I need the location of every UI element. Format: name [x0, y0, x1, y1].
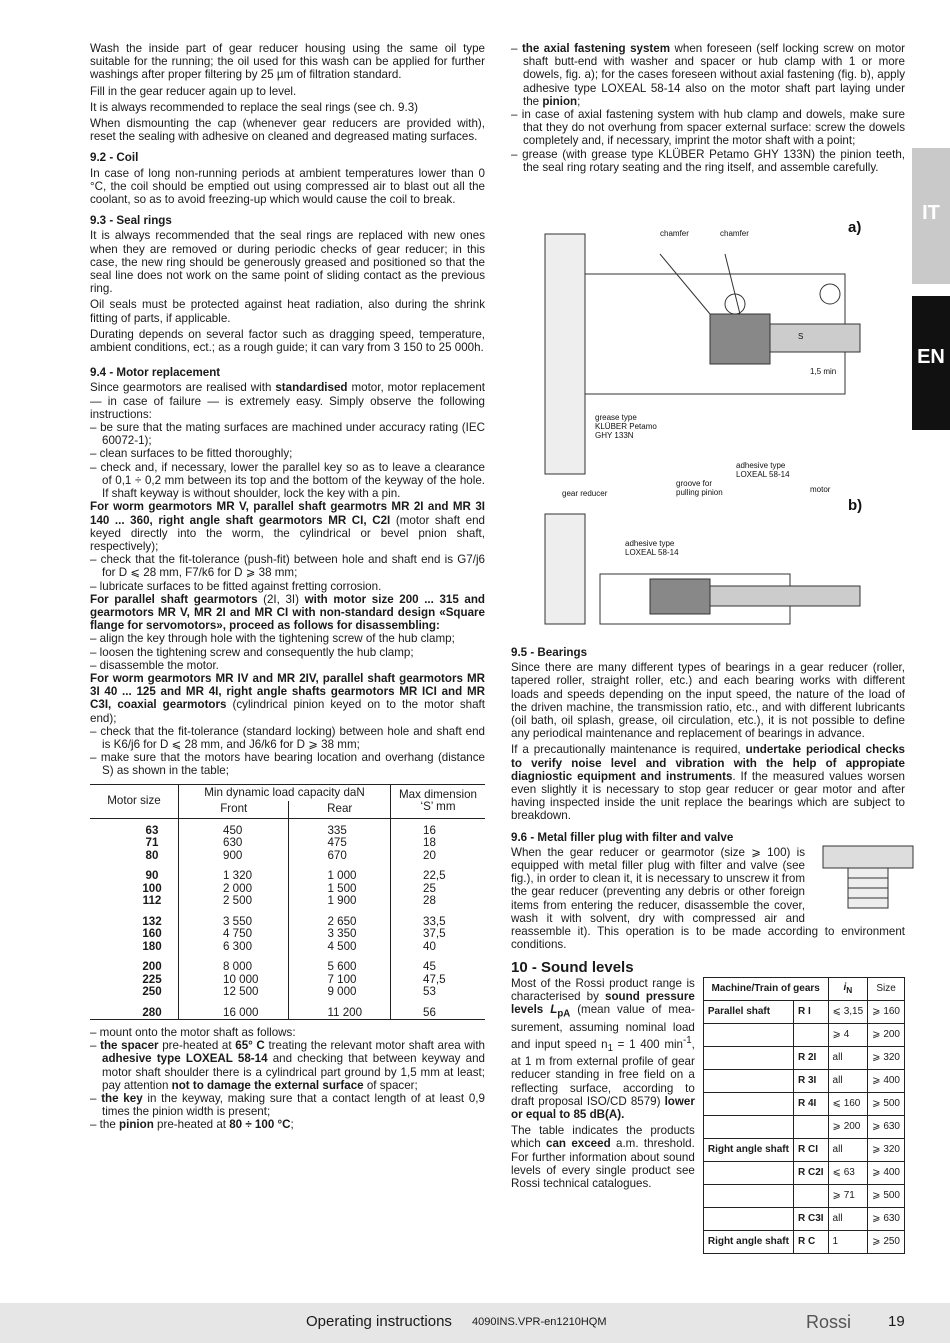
col-header-front: Front — [179, 801, 289, 818]
table-cell: 18 — [423, 836, 436, 850]
fig-label: adhesive type — [736, 461, 786, 470]
list-item: – the spacer pre-heated at 65° C treating the relevant motor shaft area with adhesive type LOXEAL 58-14 and checking that between keyway and motor shaft shoulder there is a cylindrical part ground by 1,5 mm at least; pay attention not to damage the external surface of spacer; — [90, 1039, 485, 1092]
list-item: – the key in the keyway, making sure that a contact length of at least 0,9 times the pinion width is present; — [90, 1092, 485, 1119]
paragraph: It is always recommended that the seal rings are replaced with new ones when they are removed or during periodic checks of gear reducer; in this case, the new ring should be generously greased and positioned so that the seal line does not work on the same point of sliding contact as the previous ring. — [90, 229, 485, 296]
table-cell: 112 — [90, 895, 179, 908]
col-header-rear: Rear — [289, 801, 391, 818]
table-cell: Right angle shaft — [703, 1138, 793, 1161]
page-footer — [0, 1303, 950, 1343]
table-cell: 3 550 — [179, 908, 289, 929]
table-row — [703, 1138, 904, 1161]
list-item: – be sure that the mating surfaces are machined under accuracy rating (IEC 60072-1); — [90, 421, 485, 448]
footer-title: Operating instructions — [306, 1313, 452, 1330]
spacer-a — [710, 314, 770, 364]
paragraph: For parallel shaft gearmotors (2I, 3I) with motor size 200 ... 315 and gearmotors MR V, MR 2I and MR CI with non-standard design «Square flange for servomotors», proceed as follows for disassembling: — [90, 592, 486, 633]
table-row — [90, 941, 485, 954]
motor-table — [90, 784, 485, 1021]
table-cell: R C3I — [793, 1207, 828, 1230]
table-row — [703, 1000, 904, 1023]
table-cell: 225 — [90, 974, 179, 987]
table-cell: ⩾ 71 — [828, 1184, 868, 1207]
table-cell: Right angle shaft — [703, 1230, 793, 1253]
table-cell: 280 — [90, 999, 179, 1020]
table-cell — [793, 1023, 828, 1046]
table-cell — [703, 1207, 793, 1230]
section-heading-9-5: 9.5 - Bearings — [511, 646, 588, 659]
footer-code: 4090INS.VPR-en1210HQM — [472, 1316, 607, 1328]
table-cell: 80 — [90, 850, 179, 863]
filler-plug-figure — [818, 838, 918, 918]
col-header-load: Min dynamic load capacity daN — [179, 784, 391, 801]
table-cell: 6 300 — [179, 941, 289, 954]
table-cell: 1 500 — [289, 883, 391, 896]
table-cell — [703, 1115, 793, 1138]
table-cell: ⩽ 63 — [828, 1161, 868, 1184]
list-item: – make sure that the motors have bearing location and overhang (distance S) as shown in the table; — [90, 751, 485, 778]
table-row — [703, 1161, 904, 1184]
right-column — [511, 42, 905, 174]
table-cell: 3 350 — [289, 928, 391, 941]
table-cell: 28 — [423, 894, 436, 908]
fig-label: pulling pinion — [676, 488, 723, 497]
fig-b-label: b) — [848, 497, 863, 514]
table-row — [703, 1184, 904, 1207]
table-cell: 180 — [90, 941, 179, 954]
table-cell: 670 — [289, 850, 391, 863]
section-heading-9-3: 9.3 - Seal rings — [90, 214, 172, 228]
table-row — [90, 928, 485, 941]
table-cell: ⩾ 400 — [868, 1069, 905, 1092]
fig-label: gear reducer — [562, 489, 608, 498]
leader-line — [660, 254, 710, 314]
table-cell: 12 500 — [179, 986, 289, 999]
table-cell: 10 000 — [179, 974, 289, 987]
table-cell: ⩾ 200 — [828, 1115, 868, 1138]
list-item: – check that the fit-tolerance (push-fit) between hole and shaft end is G7/j6 for D ⩽ 28 mm, F7/k6 for D ⩾ 38 mm; — [90, 553, 485, 580]
left-column — [90, 42, 485, 1132]
table-cell: 16 — [391, 818, 486, 837]
table-cell: ⩽ 160 — [828, 1092, 868, 1115]
table-cell — [793, 1115, 828, 1138]
list-item: – mount onto the motor shaft as follows: — [90, 1026, 296, 1040]
bearing-ball — [725, 294, 745, 314]
table-cell — [703, 1161, 793, 1184]
fig-label: LOXEAL 58-14 — [736, 470, 790, 479]
paragraph: Fill in the gear reducer again up to level. — [90, 84, 297, 98]
table-cell: 630 — [179, 837, 289, 850]
tab-en-label: EN — [917, 346, 945, 368]
housing-wall-a — [545, 234, 585, 474]
list-item: – loosen the tightening screw and consequently the hub clamp; — [90, 645, 414, 659]
fig-label: S — [798, 332, 804, 341]
table-cell: 2 000 — [179, 883, 289, 896]
col-header-max: Max dimension ‘S’ mm — [399, 787, 477, 814]
table-cell: ⩾ 500 — [868, 1092, 905, 1115]
table-cell: 25 — [423, 881, 436, 895]
leader-line — [725, 254, 740, 314]
section-heading-9-4: 9.4 - Motor replacement — [90, 366, 221, 380]
table-cell: 47,5 — [423, 972, 446, 986]
table-cell — [703, 1046, 793, 1069]
tab-it-label: IT — [922, 202, 940, 224]
table-row — [90, 850, 485, 863]
paragraph: Oil seals must be protected against heat radiation, also during the shrink fitting of parts, if applicable. — [90, 298, 485, 325]
table-cell: 33,5 — [423, 914, 446, 928]
list-item: – check and, if necessary, lower the parallel key so as to leave a clearance of 0,1 ÷ 0,2 mm between its top and the bottom of the keyway of the hole. If shaft keyway is without shoulder, lock the key with a pin. — [90, 460, 485, 501]
list-item: – align the key through hole with the tightening screw of the hub clamp; — [90, 632, 455, 646]
paragraph: When dismounting the cap (whenever gear reducers are provided with), reset the sealing with adhesive on cleaned and degreased mating surfaces. — [90, 117, 485, 144]
spacer-b — [650, 579, 710, 614]
col-header-motor: Motor size — [90, 784, 179, 818]
col-header-ratio: $i_N$ — [828, 977, 868, 1000]
table-row — [703, 1092, 904, 1115]
table-cell: 16 000 — [179, 999, 289, 1020]
motor-table-body — [90, 818, 485, 1020]
paragraph: Wash the inside part of gear reducer housing using the same oil type suitable for the running; the oil used for this wash can be applied for further washings after proper filtering by 25 µm of filtration standard. — [90, 42, 485, 82]
sound-table-body — [703, 1000, 904, 1253]
table-cell — [703, 1023, 793, 1046]
table-cell: R 4I — [793, 1092, 828, 1115]
fig-a-label: a) — [848, 219, 862, 236]
table-row — [90, 818, 485, 837]
section-heading-9-2: 9.2 - Coil — [90, 151, 139, 165]
table-row — [703, 1115, 904, 1138]
fig-label: grease type — [595, 413, 637, 422]
table-cell: 40 — [423, 939, 436, 953]
table-cell: R 2I — [793, 1046, 828, 1069]
fig-label: chamfer — [720, 229, 749, 238]
table-cell: 90 — [90, 862, 179, 883]
table-cell: 100 — [90, 883, 179, 896]
fig-label: 1,5 min — [810, 367, 837, 376]
table-cell: 160 — [90, 928, 179, 941]
table-row — [90, 837, 485, 850]
table-cell: 45 — [423, 960, 436, 974]
table-cell: 2 500 — [179, 895, 289, 908]
fig-label: LOXEAL 58-14 — [625, 548, 679, 557]
paragraph: When the gear reducer or gearmotor (size ⩾ 100) is equipped with metal filler plug with filter and valve (see fig.), in order to clean it, it is necessary to unscrew it from the gear reducer (preventing any debris or other foreign items from entering the reducer, disassemble the cover, wash it with solvent, dry with compressed air and reassemble it). This operation is to be made according to environment conditions. — [511, 845, 905, 952]
table-cell: 20 — [423, 848, 436, 862]
table-cell: all — [828, 1069, 868, 1092]
table-row — [90, 908, 485, 929]
table-cell: ⩾ 320 — [868, 1046, 905, 1069]
list-item: – disassemble the motor. — [90, 658, 219, 672]
paragraph: Since there are many different types of bearings in a gear reducer (roller, tapered roller, straight roller, etc.) and each bearing works with different loads and speeds depending on the input speed, the nature of the load of the driven machine, the transmission ratio, etc., and with different lubricants (oil bath, oil splash, grease, oil circulation, etc.), it is not possible to define any periodical maintenance and replacement of bearings in advance. — [511, 661, 905, 741]
table-cell: 450 — [179, 818, 289, 837]
table-cell: ⩾ 400 — [868, 1161, 905, 1184]
table-row — [90, 986, 485, 999]
table-cell: 335 — [289, 818, 391, 837]
table-cell: 900 — [179, 850, 289, 863]
page-number: 19 — [888, 1313, 905, 1330]
table-cell: R 3I — [793, 1069, 828, 1092]
list-item: – check that the fit-tolerance (standard locking) between hole and shaft end is K6/j6 for D ⩽ 28 mm, and J6/k6 for D ⩾ 38 mm; — [90, 724, 485, 751]
table-cell: ⩾ 500 — [868, 1184, 905, 1207]
paragraph: Most of the Rossi product range is characterised by sound pressure levels $L_{pA}$ (mean value of mea-surement, assuming nominal load and input speed $n_1 = 1$ 400 $\min^{-1}$, at 1 m from external profile of gear reducer standing in free field on a reflecting surface, according to draft proposal ISO/CD 8579) lower or equal to 85 dB(A). — [511, 976, 695, 1121]
col-header-machine: Machine/Train of gears — [703, 977, 828, 1000]
table-cell: R CI — [793, 1138, 828, 1161]
paragraph: For worm gearmotors MR IV and MR 2IV, parallel shaft gearmotors MR 3I 40 ... 125 and MR 4I, right angle shafts gearmotors MR ICI and MR C3I, coaxial gearmotors (cylindrical pinion keyed on to the motor shaft end); — [90, 671, 485, 725]
table-cell: 53 — [423, 985, 436, 999]
list-item: – lubricate surfaces to be fitted against fretting corrosion. — [90, 579, 382, 593]
table-cell: 4 750 — [179, 928, 289, 941]
fig-label: motor — [810, 485, 831, 494]
housing-wall-b — [545, 514, 585, 624]
list-item: – clean surfaces to be fitted thoroughly; — [90, 447, 293, 461]
table-cell: ⩾ 160 — [868, 1000, 905, 1023]
paragraph: In case of long non-running periods at ambient temperatures lower than 0 °C, the coil should be emptied out using compressed air to blast out all the coolant, so as to avoid freezing-up which would cause the coil to break. — [90, 166, 485, 207]
table-cell: ⩾ 320 — [868, 1138, 905, 1161]
paragraph: It is always recommended to replace the seal rings (see ch. 9.3) — [90, 100, 418, 114]
paragraph: The table indicates the products which can exceed a.m. threshold. For further information about sound levels of every single product see Rossi technical catalogues. — [511, 1124, 695, 1190]
table-cell: 4 500 — [289, 941, 391, 954]
table-cell — [703, 1184, 793, 1207]
table-row — [90, 895, 485, 908]
fig-label: adhesive type — [625, 539, 675, 548]
paragraph: For worm gearmotors MR V, parallel shaft gearmotrs MR 2I and MR 3I 140 ... 360, right angle shaft gearmotors MR CI, C2I (motor shaft end keyed directly into the worm, the cylindrical or bevel pnion shaft, respectively); — [90, 500, 485, 553]
tab-en[interactable] — [912, 296, 950, 430]
table-cell — [703, 1069, 793, 1092]
table-row — [90, 862, 485, 883]
table-cell: 22,5 — [423, 869, 446, 883]
col-header-size: Size — [868, 977, 905, 1000]
motor-shaft-b — [710, 586, 860, 606]
fig-label: groove for — [676, 479, 713, 488]
table-cell: R I — [793, 1000, 828, 1023]
table-cell — [703, 1092, 793, 1115]
paragraph: Durating depends on several factor such as dragging speed, temperature, ambient conditions, ect.; as a rough guide; it can vary from 3 150 to 25 000h. — [90, 327, 485, 355]
table-cell: all — [828, 1207, 868, 1230]
table-cell: 1 320 — [179, 862, 289, 883]
table-row — [703, 1046, 904, 1069]
table-cell: ⩾ 630 — [868, 1207, 905, 1230]
table-cell: 5 600 — [289, 953, 391, 974]
fig-label: chamfer — [660, 229, 689, 238]
table-cell: 250 — [90, 986, 179, 999]
table-cell: 9 000 — [289, 986, 391, 999]
table-cell: 37,5 — [423, 927, 446, 941]
table-cell: 7 100 — [289, 974, 391, 987]
table-cell: 1 — [828, 1230, 868, 1253]
table-cell: ⩾ 630 — [868, 1115, 905, 1138]
table-cell: 2 650 — [289, 908, 391, 929]
plug-cap — [823, 846, 913, 868]
table-cell: all — [828, 1138, 868, 1161]
list-item: – the pinion pre-heated at 80 ÷ 100 °C; — [90, 1118, 294, 1132]
fig-label: KLÜBER Petamo — [595, 422, 657, 431]
table-cell: 63 — [90, 818, 179, 837]
table-cell: 11 200 — [289, 999, 391, 1020]
table-cell: 8 000 — [179, 953, 289, 974]
sound-level-table — [703, 977, 905, 1254]
section-heading-10: 10 - Sound levels — [511, 959, 634, 977]
bearing-ball — [820, 284, 840, 304]
list-item: – in case of axial fastening system with hub clamp and dowels, make sure that they do not overhung from spacer external surface: screw the dowels completely and, if necessary, imprint the motor shaft with a point; — [511, 108, 905, 148]
table-row — [703, 1069, 904, 1092]
table-cell: 475 — [289, 837, 391, 850]
table-cell — [793, 1184, 828, 1207]
table-cell: ⩾ 4 — [828, 1023, 868, 1046]
table-cell: R C2I — [793, 1161, 828, 1184]
table-cell: all — [828, 1046, 868, 1069]
table-row — [90, 953, 485, 974]
table-cell: 71 — [90, 837, 179, 850]
table-row — [703, 1023, 904, 1046]
right-lower — [511, 646, 905, 1254]
table-cell: ⩾ 250 — [868, 1230, 905, 1253]
table-cell: 1 000 — [289, 862, 391, 883]
table-row — [703, 1230, 904, 1253]
table-cell: 56 — [423, 1005, 436, 1019]
assembly-figure — [540, 214, 870, 634]
table-cell: R C — [793, 1230, 828, 1253]
table-cell: Parallel shaft — [703, 1000, 793, 1023]
table-row — [90, 999, 485, 1020]
table-cell: 200 — [90, 953, 179, 974]
table-cell: 132 — [90, 908, 179, 929]
table-cell: ⩾ 200 — [868, 1023, 905, 1046]
fig-label: GHY 133N — [595, 431, 634, 440]
list-item: – grease (with grease type KLÜBER Petamo GHY 133N) the pinion teeth, the seal ring rotary seating and the ring itself, and assemble carefully. — [511, 147, 905, 174]
table-cell: 1 900 — [289, 895, 391, 908]
table-cell: ⩽ 3,15 — [828, 1000, 868, 1023]
list-item: – the axial fastening system when foreseen (self locking screw on motor shaft butt-end with washer and spacer or hub clamp with 1 or more dowels, fig. a); for the cases foreseen without axial fastening (fig. b), apply adhesive type LOXEAL 58-14 also on the motor shaft part laying under the pinion; — [511, 42, 906, 108]
footer-brand: Rossi — [806, 1312, 852, 1332]
motor-shaft-a — [770, 324, 860, 352]
tab-it[interactable] — [912, 148, 950, 284]
paragraph: Since gearmotors are realised with standardised motor, motor replacement — in case of failure — is extremely easy. Simply observe the following instructions: — [90, 381, 485, 421]
table-row — [703, 1207, 904, 1230]
section-heading-9-6: 9.6 - Metal filler plug with filter and valve — [511, 830, 734, 844]
paragraph: If a precautionally maintenance is required, undertake periodical checks to verify noise level and vibration with the help of appropiate diagniostic equipment and instruments. If the measured values worsen even slightly it is necessary to stop gear reducer or gear motor and after having inspected inside the unit replace the bearings which are subject to breakdown. — [511, 743, 906, 823]
